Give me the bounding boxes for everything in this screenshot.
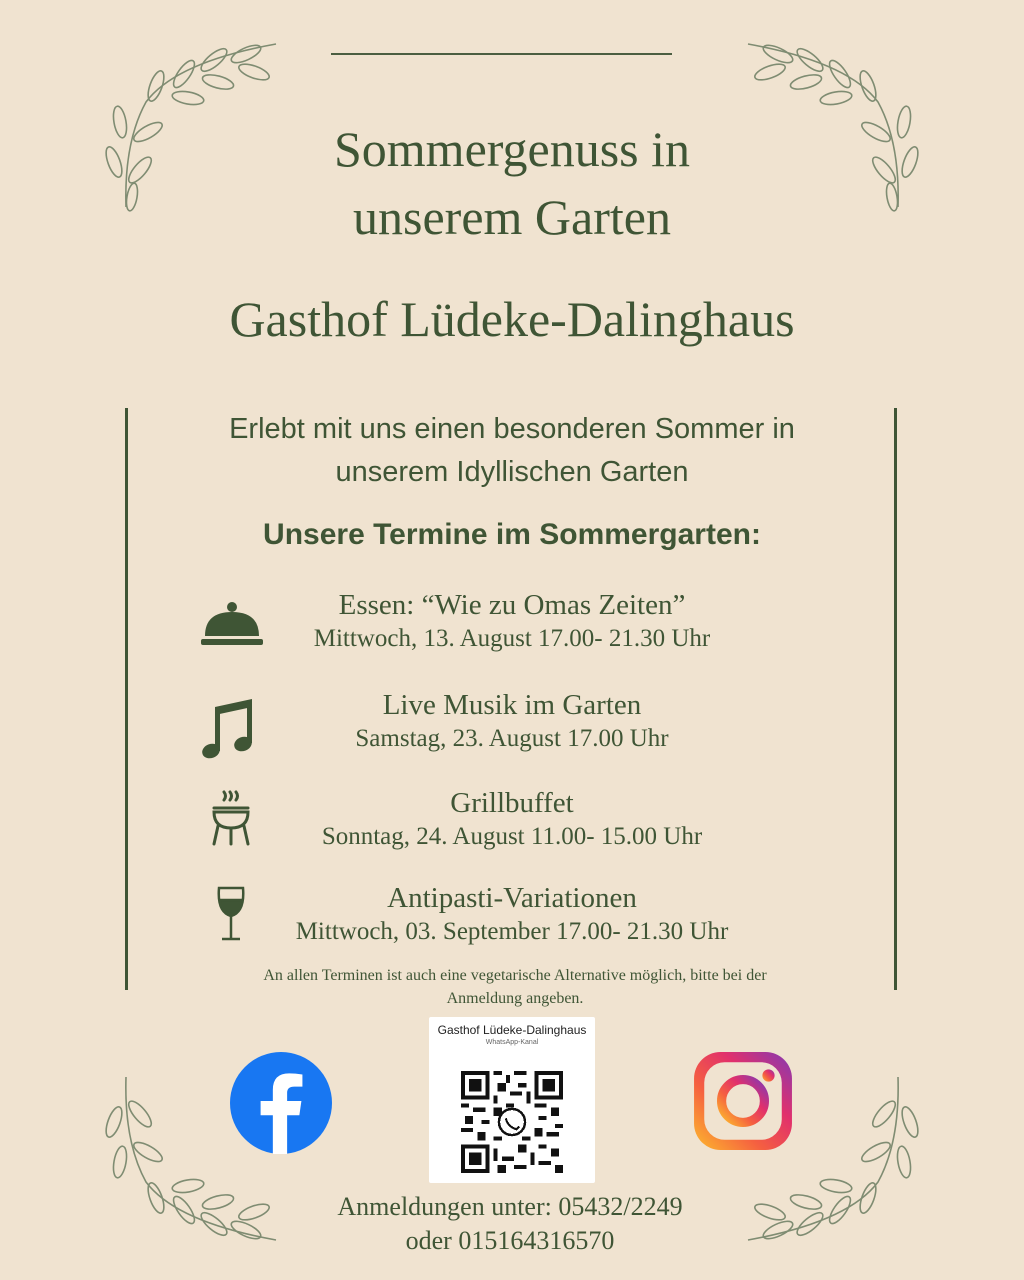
intro-line-1: Erlebt mit uns einen besonderen Sommer in bbox=[229, 413, 795, 445]
note-line-1: An allen Terminen ist auch eine vegetarische Alternative möglich, bitte bei der bbox=[263, 967, 767, 984]
qr-subtitle: WhatsApp-Kanal bbox=[485, 1039, 539, 1046]
frame-right-line bbox=[894, 408, 897, 990]
qr-code-icon bbox=[461, 1071, 563, 1173]
event-name: Live Musik im Garten bbox=[382, 689, 642, 721]
event-item bbox=[220, 881, 804, 949]
event-name: Grillbuffet bbox=[450, 787, 574, 819]
top-divider bbox=[331, 53, 672, 55]
contact-mobile-line: oder 015164316570 bbox=[405, 1226, 615, 1255]
contact-phone-line: Anmeldungen unter: 05432/2249 bbox=[337, 1192, 683, 1221]
facebook-icon[interactable] bbox=[230, 1052, 332, 1154]
event-item bbox=[220, 588, 804, 656]
frame-left-line bbox=[125, 408, 128, 990]
event-item bbox=[220, 688, 804, 756]
intro-text bbox=[150, 408, 874, 494]
event-name: Essen: “Wie zu Omas Zeiten” bbox=[338, 589, 686, 621]
qr-title: Gasthof Lüdeke-Dalinghaus bbox=[437, 1023, 587, 1037]
event-date: Mittwoch, 13. August 17.00- 21.30 Uhr bbox=[313, 625, 711, 652]
event-date: Samstag, 23. August 17.00 Uhr bbox=[355, 725, 669, 752]
events-heading: Unsere Termine im Sommergarten: bbox=[263, 518, 761, 551]
event-date: Mittwoch, 03. September 17.00- 21.30 Uhr bbox=[295, 918, 729, 945]
note-line-2: Anmeldung angeben. bbox=[446, 990, 584, 1007]
contact-info bbox=[260, 1190, 760, 1258]
event-date: Sonntag, 24. August 11.00- 15.00 Uhr bbox=[321, 823, 703, 850]
title-line-2: unserem Garten bbox=[353, 189, 671, 245]
intro-line-2: unserem Idyllischen Garten bbox=[335, 456, 689, 488]
venue-name: Gasthof Lüdeke-Dalinghaus bbox=[229, 291, 795, 347]
event-name: Antipasti-Variationen bbox=[387, 882, 637, 914]
event-item bbox=[220, 786, 804, 854]
title-line-1: Sommergenuss in bbox=[333, 121, 691, 177]
instagram-icon[interactable] bbox=[692, 1050, 794, 1152]
whatsapp-qr-card[interactable] bbox=[429, 1017, 595, 1183]
vegetarian-note bbox=[220, 964, 810, 1010]
